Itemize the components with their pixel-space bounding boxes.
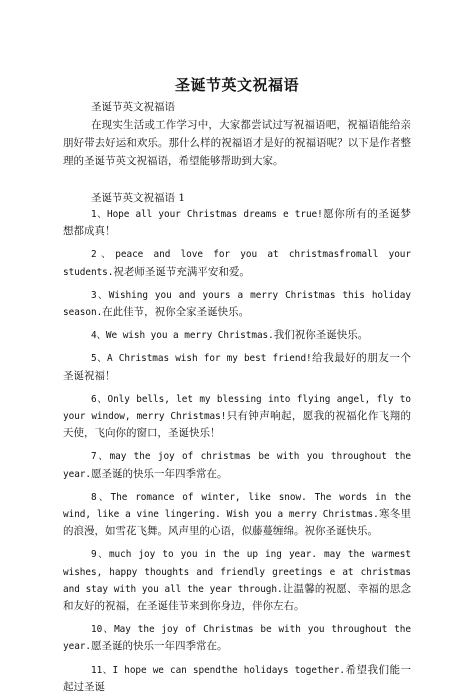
item-english: 11、I hope we can spendthe holidays together. — [91, 664, 345, 676]
item-english: 10、May the joy of Christmas be with you throughout the year. — [63, 624, 411, 653]
item-chinese: 希望我们能一起过圣诞 — [63, 663, 411, 693]
item-english: 3、Wishing you and yours a merry Christmas this holiday season. — [63, 289, 411, 319]
item-english: 6、Only bells, let my blessing into flying angel, fly to your window, merry Christmas! — [63, 393, 411, 423]
list-item — [63, 448, 411, 482]
intro-heading: 圣诞节英文祝福语 — [91, 101, 175, 113]
list-item — [63, 246, 411, 280]
item-chinese: 让温馨的祝愿、幸福的思念和友好的祝福，在圣诞佳节来到你身边，伴你左右。 — [63, 582, 412, 613]
item-chinese: 只有钟声响起，愿我的祝福化作飞翔的天使，飞向你的窗口，圣诞快乐！ — [63, 410, 412, 440]
list-item — [63, 662, 411, 696]
item-english: 8、The romance of winter, like snow. The words in the wind, like a vine lingering. Wish you a merry Christmas. — [63, 491, 411, 521]
item-english: 9、much joy to you in the up ing year. may the warmest wishes, happy thoughts and friendly greetings e at christmas and stay with you all the year through. — [63, 549, 411, 595]
item-english: 1、Hope all your Christmas dreams e true! — [91, 209, 323, 220]
section-heading: 圣诞节英文祝福语 1 — [91, 192, 186, 204]
item-chinese: 愿圣诞的快乐一年四季常在。 — [90, 640, 228, 653]
item-chinese: 愿圣诞的快乐一年四季常在。 — [90, 467, 228, 480]
item-chinese: 给我最好的朋友一个圣诞祝福！ — [63, 352, 412, 382]
list-item — [63, 391, 411, 443]
document-title: 圣诞节英文祝福语 — [174, 76, 299, 94]
list-item — [63, 287, 411, 321]
intro-block — [63, 98, 411, 170]
list-item — [63, 621, 411, 655]
item-chinese: 寒冬里的浪漫，如雪花飞舞。风声里的心语，似藤蔓缠绵。祝你圣诞快乐。 — [63, 508, 412, 538]
item-list — [63, 206, 411, 696]
intro-paragraph: 在现实生活或工作学习中，大家都尝试过写祝福语吧，祝福语能给亲朋好带去好运和欢乐。那什么样的祝福语才是好的祝福语呢？以下是作者整理的圣诞节英文祝福语，希望能够帮助到大家。 — [63, 119, 411, 167]
item-english: 2、peace and love for you at christmasfromall your students. — [63, 249, 411, 278]
list-item — [63, 206, 411, 240]
item-chinese: 祝老师圣诞节充满平安和爱。 — [113, 265, 250, 278]
item-english: 7、may the joy of christmas be with you throughout the year. — [63, 451, 411, 480]
item-chinese: 我们祝你圣诞快乐。 — [273, 329, 369, 342]
item-english: 4、We wish you a merry Christmas. — [91, 330, 274, 342]
list-item — [63, 546, 411, 615]
item-chinese: 愿你所有的圣诞梦想都成真！ — [63, 208, 411, 238]
item-english: 5、A Christmas wish for my best friend! — [91, 353, 312, 365]
section-block — [63, 189, 411, 207]
list-item — [63, 489, 411, 541]
list-item — [63, 350, 411, 384]
item-chinese: 在此佳节，祝你全家圣诞快乐。 — [102, 306, 250, 319]
list-item — [63, 327, 411, 344]
